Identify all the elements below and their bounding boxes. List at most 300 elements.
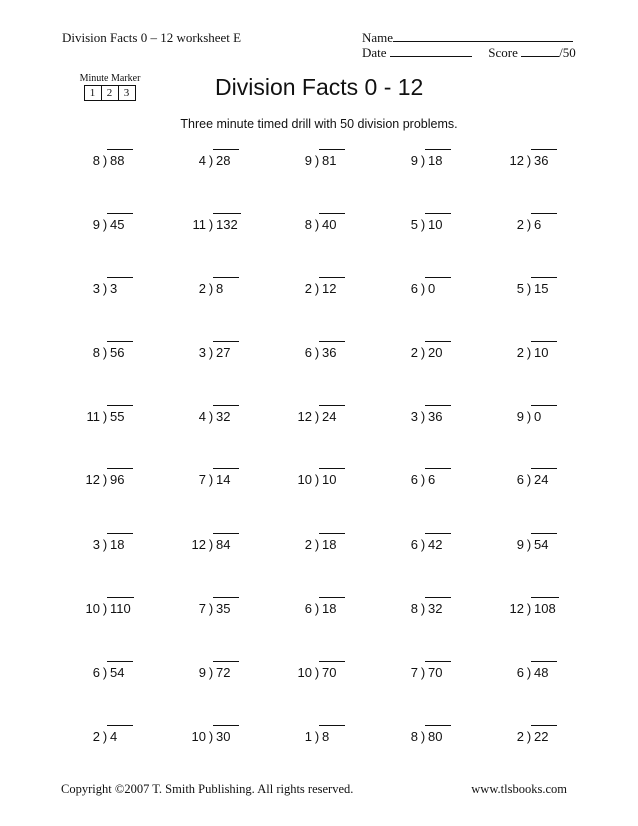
divisor: 9: [304, 153, 312, 168]
division-problem: [384, 345, 474, 360]
date-score-field: [362, 45, 576, 61]
division-problem: [172, 281, 262, 296]
vinculum-line: [319, 661, 345, 662]
dividend: [110, 409, 124, 424]
vinculum-line: [213, 597, 239, 598]
division-bracket: ): [526, 729, 532, 744]
dividend: [110, 729, 117, 744]
vinculum-line: [319, 341, 345, 342]
vinculum-line: [107, 533, 133, 534]
website-link: www.tlsbooks.com: [471, 782, 567, 796]
division-problem: [384, 601, 474, 616]
division-problem: [490, 537, 580, 552]
dividend: [534, 537, 548, 552]
dividend: [110, 601, 131, 616]
division-bracket: ): [526, 601, 532, 616]
score-blank[interactable]: [521, 45, 559, 57]
vinculum-line: [107, 661, 133, 662]
divisor: 8: [410, 729, 418, 744]
division-problem: [66, 409, 156, 424]
divisor: 2: [410, 345, 418, 360]
division-problem: [490, 345, 580, 360]
division-problem: [66, 601, 156, 616]
division-problem: [278, 153, 368, 168]
divisor: 6: [304, 345, 312, 360]
name-label: Name: [362, 30, 394, 45]
dividend-value: 110: [110, 601, 131, 616]
division-problem: [66, 729, 156, 744]
division-bracket: ): [208, 281, 214, 296]
division-problem: [278, 472, 368, 487]
division-problem: [66, 217, 156, 232]
dividend: [534, 281, 548, 296]
dividend-value: 18: [322, 601, 337, 616]
divisor: 3: [410, 409, 418, 424]
dividend: [428, 409, 442, 424]
vinculum-line: [107, 597, 134, 598]
worksheet-header: Division Facts 0 – 12 worksheet E: [62, 30, 242, 45]
division-bracket: ): [102, 665, 108, 680]
dividend-value: 36: [534, 153, 549, 168]
dividend-value: 54: [534, 537, 549, 552]
dividend: [110, 217, 124, 232]
dividend-value: 20: [428, 345, 443, 360]
vinculum-line: [107, 213, 133, 214]
dividend-value: 18: [322, 537, 337, 552]
division-problem: [278, 729, 368, 744]
divisor: 2: [304, 537, 312, 552]
division-bracket: ): [420, 665, 426, 680]
division-problem: [172, 472, 262, 487]
division-bracket: ): [526, 345, 532, 360]
minute-marker-box[interactable]: 1: [84, 85, 102, 101]
vinculum-line: [531, 341, 557, 342]
vinculum-line: [107, 341, 133, 342]
division-bracket: ): [420, 409, 426, 424]
vinculum-line: [319, 213, 345, 214]
divisor: 2: [516, 217, 524, 232]
division-problem: [384, 472, 474, 487]
divisor: 10: [85, 601, 100, 616]
divisor: 9: [516, 409, 524, 424]
divisor: 6: [410, 281, 418, 296]
dividend-value: 32: [428, 601, 443, 616]
vinculum-line: [531, 661, 557, 662]
dividend: [110, 472, 124, 487]
division-bracket: ): [526, 472, 532, 487]
division-problem: [384, 217, 474, 232]
division-problem: [66, 281, 156, 296]
dividend-value: 42: [428, 537, 443, 552]
division-problem: [172, 345, 262, 360]
divisor: 10: [297, 665, 312, 680]
vinculum-line: [425, 149, 451, 150]
vinculum-line: [213, 277, 239, 278]
division-bracket: ): [102, 537, 108, 552]
divisor: 7: [198, 472, 206, 487]
dividend-value: 54: [110, 665, 125, 680]
division-problem: [278, 665, 368, 680]
vinculum-line: [319, 533, 345, 534]
divisor: 7: [198, 601, 206, 616]
vinculum-line: [213, 213, 241, 214]
division-bracket: ): [526, 409, 532, 424]
date-blank[interactable]: [390, 45, 472, 57]
dividend: [534, 601, 556, 616]
dividend-value: 56: [110, 345, 125, 360]
dividend: [322, 345, 336, 360]
divisor: 2: [92, 729, 100, 744]
division-bracket: ): [420, 345, 426, 360]
division-bracket: ): [102, 409, 108, 424]
dividend-value: 12: [322, 281, 337, 296]
division-bracket: ): [314, 345, 320, 360]
division-problem: [384, 537, 474, 552]
vinculum-line: [319, 277, 345, 278]
dividend: [534, 472, 548, 487]
score-total: /50: [559, 45, 576, 60]
divisor: 9: [410, 153, 418, 168]
division-bracket: ): [420, 153, 426, 168]
dividend-value: 132: [216, 217, 238, 232]
division-bracket: ): [420, 472, 426, 487]
divisor: 3: [92, 537, 100, 552]
division-bracket: ): [208, 537, 214, 552]
division-problem: [384, 665, 474, 680]
divisor: 2: [516, 345, 524, 360]
divisor: 7: [410, 665, 418, 680]
divisor: 9: [516, 537, 524, 552]
dividend-value: 35: [216, 601, 231, 616]
dividend-value: 70: [322, 665, 337, 680]
divisor: 2: [198, 281, 206, 296]
divisor: 8: [92, 153, 100, 168]
dividend: [428, 472, 435, 487]
dividend: [428, 281, 435, 296]
division-bracket: ): [314, 729, 320, 744]
dividend-value: 24: [534, 472, 549, 487]
division-bracket: ): [526, 281, 532, 296]
divisor: 12: [85, 472, 100, 487]
divisor: 3: [92, 281, 100, 296]
division-problem: [490, 729, 580, 744]
dividend: [110, 665, 124, 680]
dividend-value: 10: [428, 217, 443, 232]
divisor: 2: [516, 729, 524, 744]
dividend: [216, 345, 230, 360]
dividend: [216, 472, 230, 487]
division-problem: [490, 153, 580, 168]
vinculum-line: [213, 468, 239, 469]
division-problem: [66, 537, 156, 552]
vinculum-line: [319, 405, 345, 406]
dividend: [534, 345, 548, 360]
minute-marker-label: Minute Marker: [79, 73, 141, 84]
dividend: [216, 409, 230, 424]
division-problem: [66, 345, 156, 360]
vinculum-line: [531, 405, 557, 406]
divisor: 8: [304, 217, 312, 232]
dividend: [110, 537, 124, 552]
dividend-value: 8: [216, 281, 224, 296]
division-problem: [172, 153, 262, 168]
minute-marker-box[interactable]: 2: [101, 85, 119, 101]
dividend: [534, 153, 548, 168]
dividend-value: 96: [110, 472, 125, 487]
dividend-value: 30: [216, 729, 231, 744]
division-bracket: ): [420, 601, 426, 616]
division-bracket: ): [314, 472, 320, 487]
division-bracket: ): [208, 345, 214, 360]
division-bracket: ): [208, 601, 214, 616]
dividend: [216, 153, 230, 168]
dividend-value: 48: [534, 665, 549, 680]
vinculum-line: [319, 149, 345, 150]
dividend: [322, 601, 336, 616]
dividend: [216, 217, 238, 232]
divisor: 8: [92, 345, 100, 360]
divisor: 4: [198, 409, 206, 424]
dividend-value: 8: [322, 729, 330, 744]
dividend: [534, 409, 541, 424]
divisor: 12: [297, 409, 312, 424]
dividend: [216, 601, 230, 616]
dividend-value: 55: [110, 409, 125, 424]
dividend: [322, 665, 336, 680]
vinculum-line: [425, 533, 451, 534]
minute-marker-boxes: [79, 85, 141, 101]
dividend-value: 27: [216, 345, 231, 360]
division-bracket: ): [102, 281, 108, 296]
divisor: 6: [410, 537, 418, 552]
dividend: [534, 665, 548, 680]
dividend: [428, 345, 442, 360]
division-problem: [384, 153, 474, 168]
dividend-value: 14: [216, 472, 231, 487]
vinculum-line: [213, 725, 239, 726]
division-bracket: ): [526, 665, 532, 680]
name-field: [362, 30, 573, 46]
division-problem: [172, 665, 262, 680]
vinculum-line: [531, 533, 557, 534]
division-problem: [490, 472, 580, 487]
dividend: [428, 729, 442, 744]
division-problem: [490, 665, 580, 680]
vinculum-line: [531, 277, 557, 278]
division-bracket: ): [102, 217, 108, 232]
division-bracket: ): [526, 153, 532, 168]
divisor: 6: [516, 472, 524, 487]
page-subtitle: Three minute timed drill with 50 division problems.: [180, 117, 458, 131]
dividend-value: 15: [534, 281, 549, 296]
dividend-value: 40: [322, 217, 337, 232]
divisor: 2: [304, 281, 312, 296]
divisor: 10: [297, 472, 312, 487]
division-bracket: ): [314, 409, 320, 424]
divisor: 12: [509, 153, 524, 168]
divisor: 6: [92, 665, 100, 680]
divisor: 6: [516, 665, 524, 680]
division-problem: [172, 601, 262, 616]
vinculum-line: [425, 468, 451, 469]
dividend: [428, 601, 442, 616]
copyright-notice: Copyright ©2007 T. Smith Publishing. All rights reserved.: [61, 782, 354, 796]
division-problem: [384, 281, 474, 296]
division-bracket: ): [102, 601, 108, 616]
division-bracket: ): [208, 729, 214, 744]
score-label: Score: [488, 45, 518, 60]
divisor: 12: [509, 601, 524, 616]
division-problem: [172, 217, 262, 232]
vinculum-line: [213, 149, 239, 150]
division-bracket: ): [102, 345, 108, 360]
dividend: [428, 153, 442, 168]
vinculum-line: [107, 725, 133, 726]
division-bracket: ): [420, 281, 426, 296]
dividend-value: 10: [534, 345, 549, 360]
dividend-value: 0: [428, 281, 436, 296]
divisor: 11: [192, 217, 206, 232]
dividend: [428, 537, 442, 552]
vinculum-line: [213, 405, 239, 406]
vinculum-line: [531, 213, 557, 214]
vinculum-line: [425, 213, 451, 214]
dividend-value: 28: [216, 153, 231, 168]
minute-marker: [79, 73, 141, 101]
vinculum-line: [425, 277, 451, 278]
division-bracket: ): [314, 281, 320, 296]
vinculum-line: [319, 725, 345, 726]
divisor: 10: [191, 729, 206, 744]
dividend: [322, 472, 336, 487]
division-bracket: ): [526, 537, 532, 552]
division-problem: [490, 409, 580, 424]
division-problem: [278, 345, 368, 360]
vinculum-line: [213, 661, 239, 662]
dividend: [428, 665, 442, 680]
division-problem: [66, 665, 156, 680]
dividend: [216, 729, 230, 744]
dividend-value: 6: [534, 217, 542, 232]
dividend: [110, 345, 124, 360]
dividend-value: 80: [428, 729, 443, 744]
division-problem: [66, 472, 156, 487]
divisor: 11: [86, 409, 100, 424]
dividend: [534, 217, 541, 232]
vinculum-line: [319, 468, 345, 469]
division-problem: [278, 409, 368, 424]
vinculum-line: [107, 468, 133, 469]
dividend-value: 32: [216, 409, 231, 424]
division-bracket: ): [102, 153, 108, 168]
division-problem: [384, 729, 474, 744]
division-bracket: ): [526, 217, 532, 232]
division-problem: [490, 217, 580, 232]
dividend: [110, 153, 124, 168]
divisor: 3: [198, 345, 206, 360]
division-bracket: ): [314, 217, 320, 232]
division-problem: [172, 729, 262, 744]
dividend-value: 6: [428, 472, 436, 487]
vinculum-line: [107, 149, 133, 150]
divisor: 9: [198, 665, 206, 680]
vinculum-line: [319, 597, 345, 598]
page-title: Division Facts 0 - 12: [215, 74, 424, 100]
name-blank[interactable]: [393, 30, 573, 42]
dividend-value: 18: [428, 153, 443, 168]
dividend-value: 18: [110, 537, 125, 552]
dividend-value: 3: [110, 281, 118, 296]
division-bracket: ): [420, 537, 426, 552]
vinculum-line: [425, 725, 451, 726]
division-problem: [172, 409, 262, 424]
division-bracket: ): [314, 153, 320, 168]
dividend: [216, 537, 230, 552]
dividend-value: 36: [428, 409, 443, 424]
dividend: [322, 153, 336, 168]
dividend: [216, 665, 230, 680]
division-bracket: ): [208, 217, 214, 232]
dividend: [322, 537, 336, 552]
vinculum-line: [531, 149, 557, 150]
dividend: [322, 281, 336, 296]
divisor: 6: [410, 472, 418, 487]
dividend: [428, 217, 442, 232]
division-problem: [278, 537, 368, 552]
vinculum-line: [213, 533, 239, 534]
divisor: 12: [191, 537, 206, 552]
divisor: 9: [92, 217, 100, 232]
division-bracket: ): [314, 537, 320, 552]
division-bracket: ): [102, 472, 108, 487]
division-problem: [278, 217, 368, 232]
vinculum-line: [425, 661, 451, 662]
dividend-value: 0: [534, 409, 542, 424]
division-bracket: ): [208, 472, 214, 487]
dividend-value: 45: [110, 217, 125, 232]
dividend: [322, 409, 336, 424]
division-problem: [490, 601, 580, 616]
division-bracket: ): [208, 409, 214, 424]
dividend-value: 84: [216, 537, 231, 552]
minute-marker-box[interactable]: 3: [118, 85, 136, 101]
dividend: [216, 281, 223, 296]
vinculum-line: [213, 341, 239, 342]
division-bracket: ): [102, 729, 108, 744]
dividend-value: 72: [216, 665, 231, 680]
division-bracket: ): [420, 217, 426, 232]
vinculum-line: [425, 405, 451, 406]
division-problem: [172, 537, 262, 552]
dividend-value: 108: [534, 601, 556, 616]
dividend-value: 70: [428, 665, 443, 680]
division-bracket: ): [420, 729, 426, 744]
vinculum-line: [425, 341, 451, 342]
vinculum-line: [531, 725, 557, 726]
dividend-value: 10: [322, 472, 337, 487]
division-bracket: ): [314, 601, 320, 616]
vinculum-line: [531, 468, 557, 469]
dividend: [110, 281, 117, 296]
dividend: [322, 217, 336, 232]
division-problem: [66, 153, 156, 168]
dividend-value: 22: [534, 729, 549, 744]
dividend-value: 88: [110, 153, 125, 168]
divisor: 5: [516, 281, 524, 296]
division-problem: [490, 281, 580, 296]
division-bracket: ): [208, 665, 214, 680]
dividend: [322, 729, 329, 744]
